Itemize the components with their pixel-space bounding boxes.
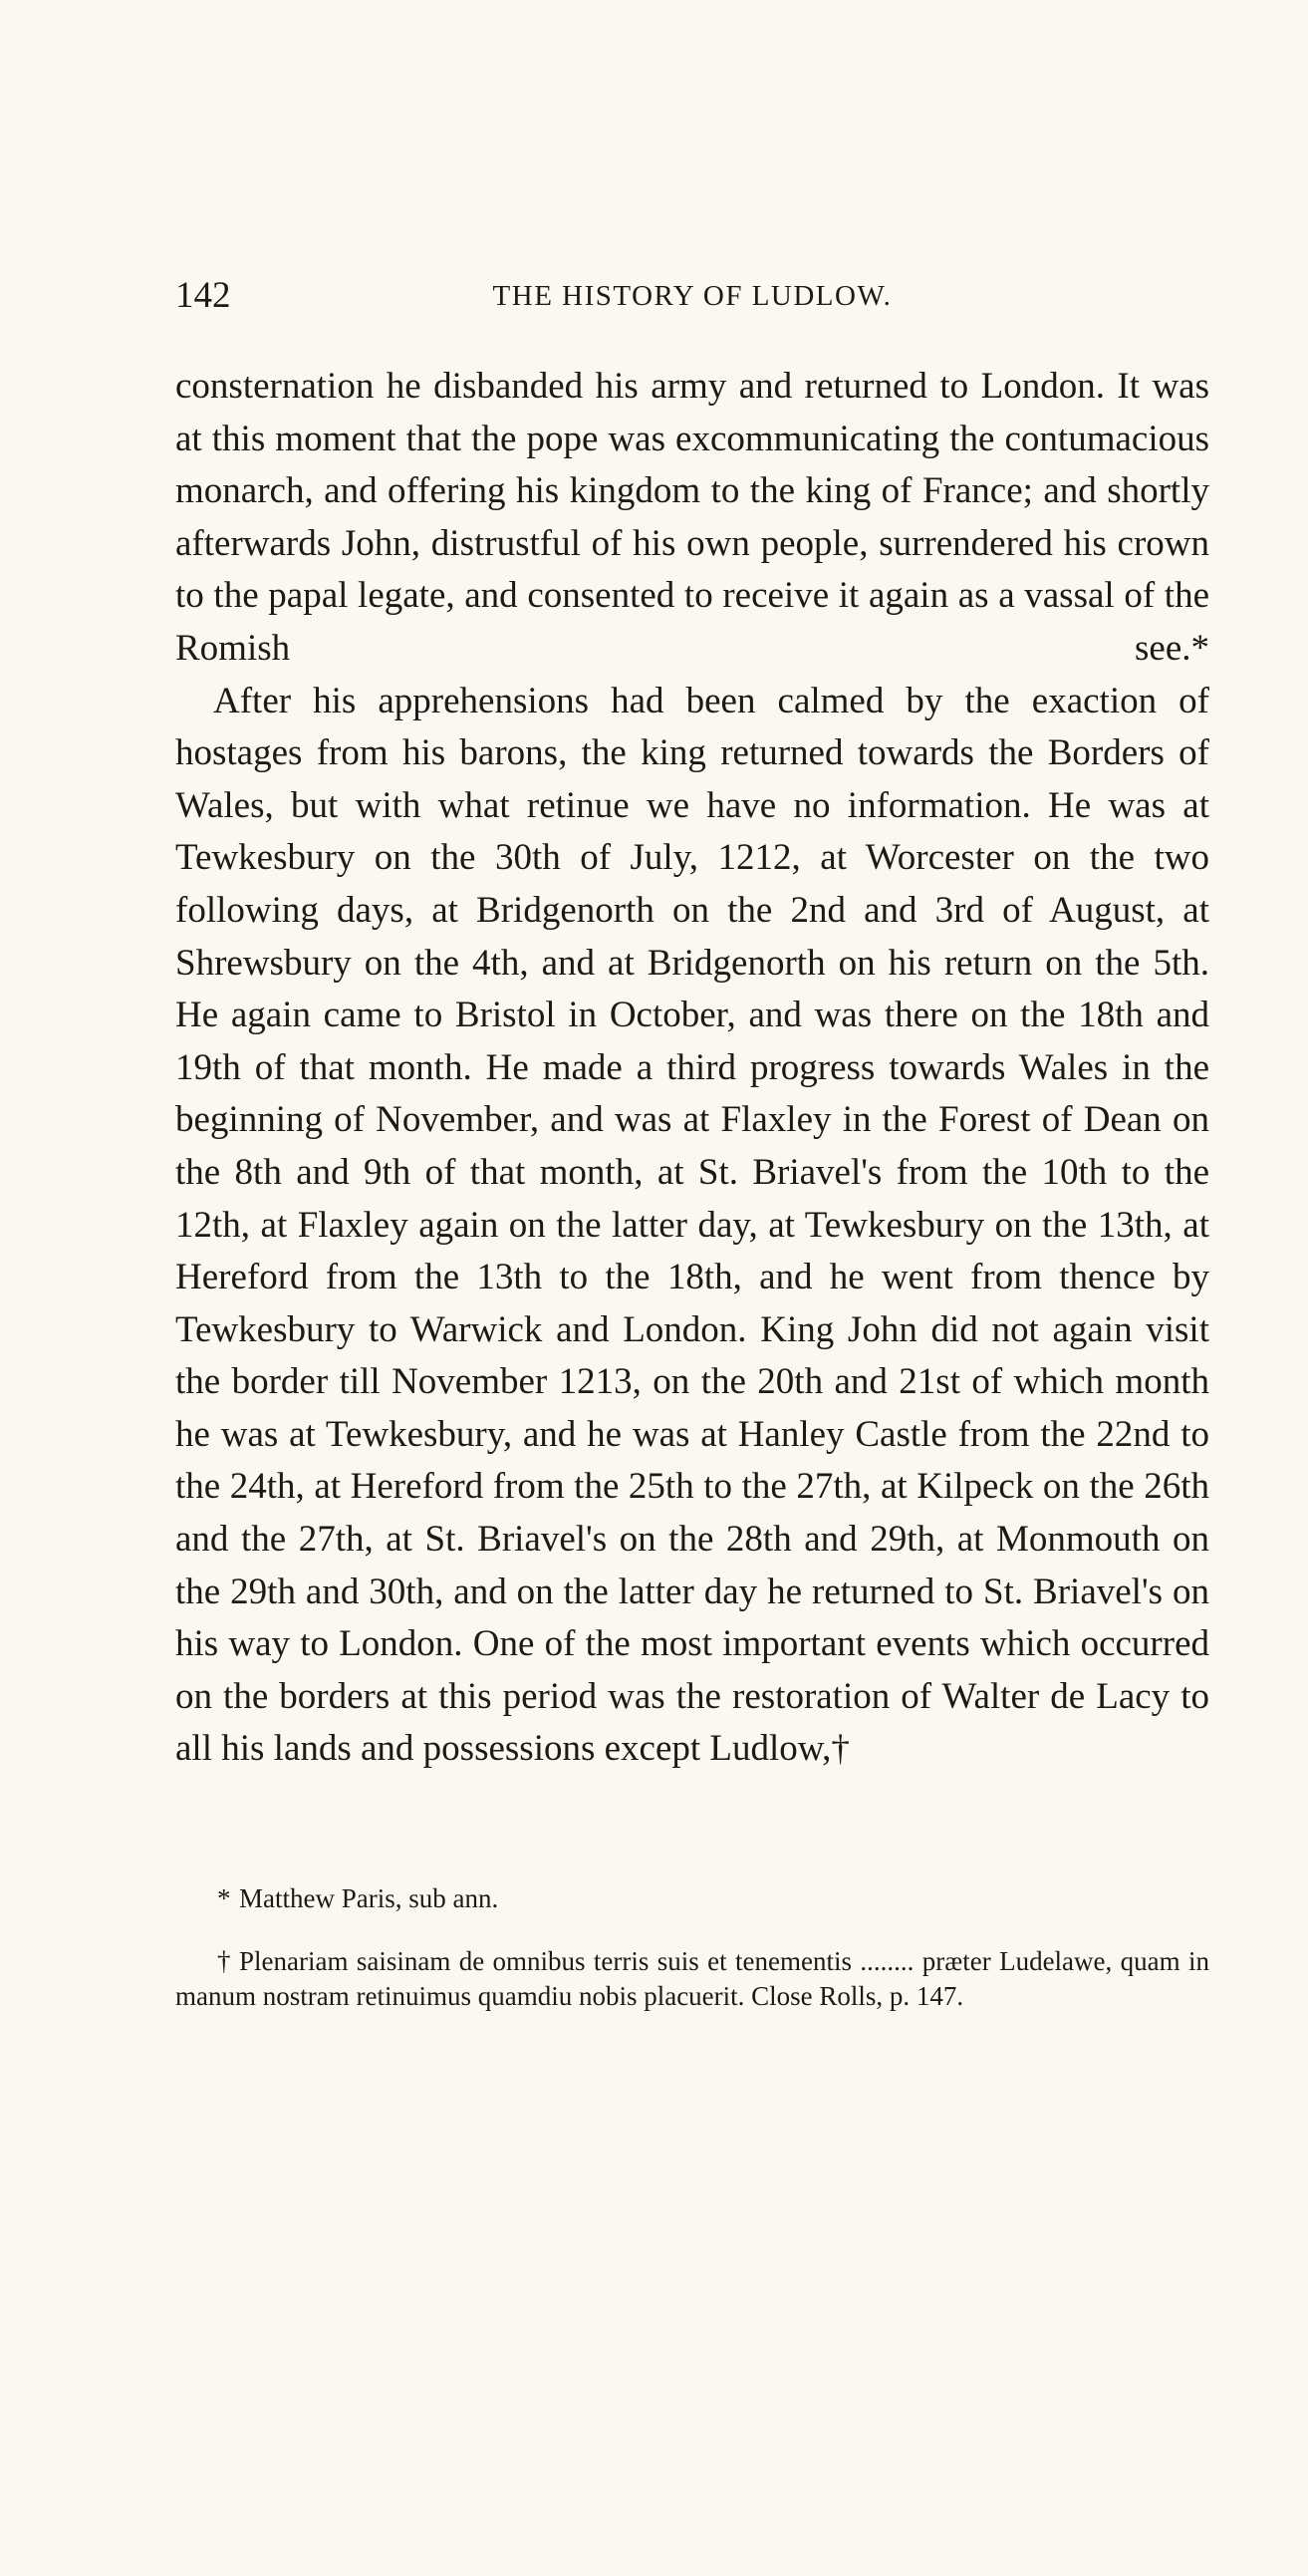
body-text [175, 361, 1209, 1776]
footnotes [175, 1881, 1209, 2042]
running-head [175, 271, 1209, 321]
footnote-1-text: Matthew Paris, sub ann. [239, 1883, 499, 1913]
running-title: THE HISTORY OF LUDLOW. [492, 280, 893, 312]
footnote-1-marker: * [217, 1883, 231, 1913]
footnote-2 [175, 1944, 1209, 2014]
body-paragraph-1: consternation he disbanded his army and returned to London. It was at this moment that the pope was excommunicating the contumacious monarch, and offering his kingdom to the king of France; and shortly afterwards John, distrustful of his own people, surrendered his crown to the papal legate, and consented to receive it again as a vassal of the Romish see.* [175, 366, 1209, 669]
footnote-2-text: Plenariam saisinam de omnibus terris suis et tenementis ........ præter Ludelawe, quam in manum nostram retinuimus quamdiu nobis placuerit. Close Rolls, p. 147. [175, 1946, 1209, 2011]
page-number: 142 [175, 275, 231, 316]
footnote-2-marker: † [217, 1946, 231, 1976]
body-paragraph-2: After his apprehensions had been calmed by the exaction of hostages from his barons, the king returned towards the Borders of Wales, but with what retinue we have no information. He was at Tewkesbury on the 30th of July, 1212, at Worcester on the two following days, at Bridgenorth on the 2nd and 3rd of August, at Shrewsbury on the 4th, and at Bridgenorth on his return on the 5th. He again came to Bristol in October, and was there on the 18th and 19th of that month. He made a third progress towards Wales in the beginning of November, and was at Flaxley in the Forest of Dean on the 8th and 9th of that month, at St. Briavel's from the 10th to the 12th, at Flaxley again on the latter day, at Tewkesbury on the 13th, at Hereford from the 13th to the 18th, and he went from thence by Tewkesbury to Warwick and London. King John did not again visit the border till November 1213, on the 20th and 21st of which month he was at Tewkesbury, and he was at Hanley Castle from the 22nd to the 24th, at Hereford from the 25th to the 27th, at Kilpeck on the 26th and the 27th, at St. Briavel's on the 28th and 29th, at Monmouth on the 29th and 30th, and on the latter day he returned to St. Briavel's on his way to London. One of the most important events which occurred on the borders at this period was the restoration of Walter de Lacy to all his lands and possessions except Ludlow,† [175, 680, 1209, 1770]
footnote-1 [175, 1881, 1209, 1916]
